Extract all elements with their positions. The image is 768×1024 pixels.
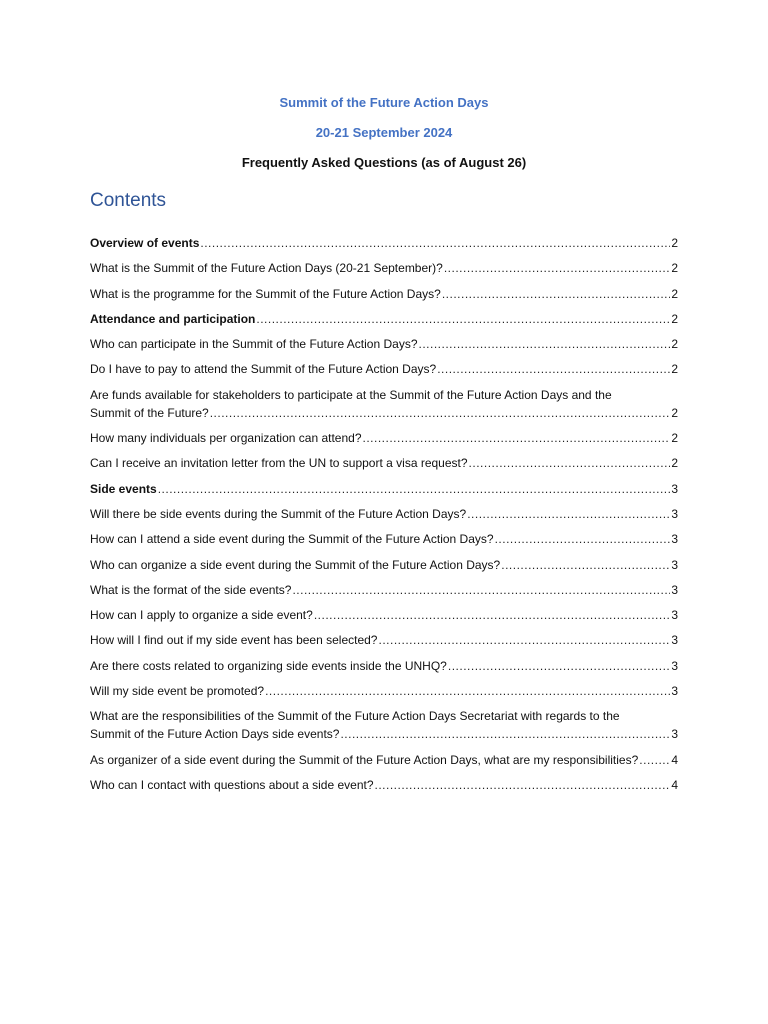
toc-entry-line (90, 657, 678, 675)
toc-page-number: 2 (671, 286, 678, 301)
toc-page-number: 2 (671, 261, 678, 276)
toc-page-number: 4 (671, 752, 678, 767)
event-dates: 20-21 September 2024 (315, 125, 453, 140)
toc-entry-text: How can I attend a side event during the Summit of the Future Action Days? (90, 532, 494, 547)
dot-leader (378, 631, 670, 649)
toc-entry-text-line1: What are the responsibilities of the Summit of the Future Action Days Secretariat with regards to the (90, 709, 620, 724)
toc-entry-line (90, 234, 678, 252)
toc-entry[interactable] (90, 606, 678, 624)
toc-entry-line (90, 360, 678, 378)
toc-entry[interactable] (90, 285, 678, 303)
toc-entry-text: Attendance and participation (90, 311, 256, 326)
toc-section-entry[interactable] (90, 480, 678, 498)
toc-entry-text: What is the format of the side events? (90, 582, 292, 597)
dot-leader (292, 581, 670, 599)
toc-entry-line (90, 581, 678, 599)
toc-page-number: 3 (671, 582, 678, 597)
toc-page-number: 2 (671, 405, 678, 420)
toc-entry-text: How will I find out if my side event has been selected? (90, 633, 378, 648)
toc-entry[interactable] (90, 631, 678, 649)
dot-leader (256, 310, 670, 328)
document-title: Summit of the Future Action Days (279, 95, 489, 110)
dot-leader (200, 234, 670, 252)
dot-leader (442, 285, 671, 303)
toc-entry[interactable] (90, 657, 678, 675)
toc-page-number: 2 (671, 311, 678, 326)
toc-entry[interactable] (90, 335, 678, 353)
toc-entry[interactable] (90, 386, 678, 422)
toc-entry[interactable] (90, 776, 678, 794)
dot-leader (340, 725, 670, 743)
dot-leader (444, 259, 670, 277)
toc-entry-text: How many individuals per organization can attend? (90, 431, 362, 446)
dot-leader (639, 751, 670, 769)
contents-heading: Contents (90, 190, 167, 211)
toc-entry-line (90, 631, 678, 649)
toc-entry-line (90, 776, 678, 794)
toc-page-number: 2 (671, 456, 678, 471)
dot-leader (501, 556, 670, 574)
toc-entry-text: Will my side event be promoted? (90, 684, 265, 699)
toc-entry-line (90, 285, 678, 303)
toc-page-number: 4 (671, 777, 678, 792)
toc-entry[interactable] (90, 505, 678, 523)
toc-section-entry[interactable] (90, 310, 678, 328)
toc-entry-line (90, 429, 678, 447)
dot-leader (437, 360, 670, 378)
toc-page-number: 3 (671, 506, 678, 521)
table-of-contents (90, 234, 678, 801)
toc-entry-line (90, 335, 678, 353)
toc-page-number: 2 (671, 362, 678, 377)
toc-entry-text: Can I receive an invitation letter from the UN to support a visa request? (90, 456, 468, 471)
toc-entry[interactable] (90, 581, 678, 599)
toc-page-number: 3 (671, 532, 678, 547)
toc-entry-line (90, 751, 678, 769)
toc-page-number: 3 (671, 481, 678, 496)
toc-entry-text: Will there be side events during the Summit of the Future Action Days? (90, 506, 467, 521)
toc-entry-line (90, 682, 678, 700)
dot-leader (210, 404, 671, 422)
toc-entry-text: Summit of the Future Action Days side events? (90, 727, 340, 742)
toc-entry-line (90, 505, 678, 523)
dot-leader (419, 335, 671, 353)
toc-entry[interactable] (90, 429, 678, 447)
toc-page-number: 3 (671, 658, 678, 673)
toc-entry-line (90, 556, 678, 574)
toc-entry[interactable] (90, 454, 678, 472)
toc-entry-text: As organizer of a side event during the Summit of the Future Action Days, what are my responsibilities? (90, 752, 639, 767)
dot-leader (158, 480, 671, 498)
document-subtitle: Frequently Asked Questions (as of August 26) (241, 155, 527, 170)
toc-entry[interactable] (90, 360, 678, 378)
dot-leader (363, 429, 671, 447)
toc-entry-text: How can I apply to organize a side event? (90, 608, 313, 623)
toc-section-entry[interactable] (90, 234, 678, 252)
dot-leader (314, 606, 671, 624)
dot-leader (265, 682, 670, 700)
toc-page-number: 3 (671, 557, 678, 572)
toc-entry[interactable] (90, 530, 678, 548)
toc-entry-line (90, 530, 678, 548)
toc-page-number: 2 (671, 337, 678, 352)
dot-leader (375, 776, 671, 794)
dot-leader (448, 657, 670, 675)
toc-entry-text: Who can organize a side event during the Summit of the Future Action Days? (90, 557, 501, 572)
toc-entry-text-line1: Are funds available for stakeholders to participate at the Summit of the Future Action Days and the (90, 387, 612, 402)
toc-entry[interactable] (90, 556, 678, 574)
toc-entry[interactable] (90, 707, 678, 743)
toc-page-number: 2 (671, 431, 678, 446)
toc-entry-line (90, 480, 678, 498)
toc-entry-text: Do I have to pay to attend the Summit of the Future Action Days? (90, 362, 437, 377)
toc-page-number: 2 (671, 236, 678, 250)
toc-entry-text: Who can participate in the Summit of the Future Action Days? (90, 337, 418, 352)
toc-page-number: 3 (671, 633, 678, 648)
toc-entry-text: Who can I contact with questions about a side event? (90, 777, 374, 792)
toc-entry-text: Summit of the Future? (90, 405, 209, 420)
toc-entry-text: Overview of events (90, 236, 200, 250)
toc-entry-text: Side events (90, 481, 157, 496)
toc-entry[interactable] (90, 682, 678, 700)
toc-entry-line (90, 310, 678, 328)
toc-entry-text: What is the Summit of the Future Action Days (20-21 September)? (90, 261, 443, 276)
toc-entry-line (90, 454, 678, 472)
dot-leader (469, 454, 671, 472)
toc-page-number: 3 (671, 608, 678, 623)
toc-entry-line (90, 259, 678, 277)
toc-entry[interactable] (90, 259, 678, 277)
toc-page-number: 3 (671, 684, 678, 699)
toc-entry-line (90, 606, 678, 624)
toc-entry-text: Are there costs related to organizing side events inside the UNHQ? (90, 658, 447, 673)
toc-page-number: 3 (671, 727, 678, 742)
toc-entry-text: What is the programme for the Summit of the Future Action Days? (90, 286, 441, 301)
toc-entry[interactable] (90, 751, 678, 769)
toc-entry-line (90, 725, 678, 743)
toc-entry-line (90, 404, 678, 422)
dot-leader (495, 530, 671, 548)
dot-leader (467, 505, 670, 523)
